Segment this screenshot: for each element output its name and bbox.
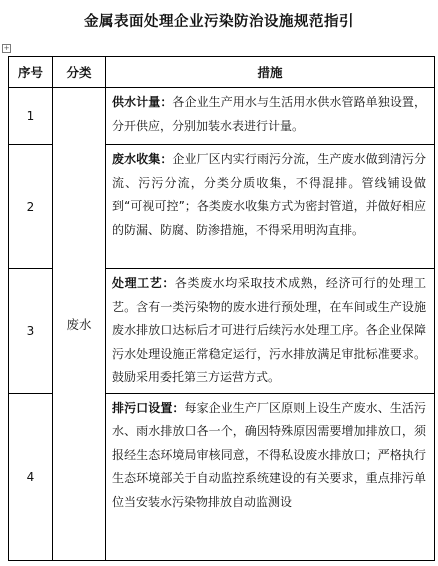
measure-text: 各企业生产用水与生活用水供水管路单独设置，分开供应，分别加装水表进行计量。 xyxy=(112,95,426,133)
table-header-row xyxy=(9,57,435,88)
table-row xyxy=(9,88,435,145)
table-move-handle-icon[interactable]: + xyxy=(3,44,10,52)
measure-heading: 处理工艺： xyxy=(112,276,175,290)
row-number: 2 xyxy=(9,145,53,269)
measure-text: 每家企业生产厂区原则上设生产废水、生活污水、雨水排放口各一个，确因特殊原因需要增加排放口，须报经生态环境局审核同意，不得私设废水排放口；严格执行生态环境部关于自动监控系统建设的有关要求，重点排污单位当安装水污染物排放自动监测设 xyxy=(112,400,426,509)
header-measures: 措施 xyxy=(106,57,435,88)
measure-text: 各类废水均采取技术成熟，经济可行的处理工艺。含有一类污染物的废水进行预处理，在车间或生产设施废水排放口达标后才可进行后续污水处理工序。各企业保障污水处理设施正常稳定运行，污水排放满足审批标准要求。鼓励采用委托第三方运营方式。 xyxy=(112,276,426,384)
category-cell: 废水 xyxy=(53,88,106,561)
row-number: 4 xyxy=(9,393,53,560)
guideline-table xyxy=(8,56,435,561)
row-number: 1 xyxy=(9,88,53,145)
measure-cell xyxy=(106,269,435,394)
measure-heading: 供水计量： xyxy=(112,95,173,109)
measure-text: 企业厂区内实行雨污分流，生产废水做到清污分流、污污分流，分类分质收集，不得混排。管线铺设做到“可视可控”；各类废水收集方式为密封管道，并做好相应的防漏、防腐、防渗措施，不得采用明沟直排。 xyxy=(112,152,426,237)
measure-heading: 排污口设置： xyxy=(112,400,185,415)
header-serial-number: 序号 xyxy=(9,57,53,88)
header-category: 分类 xyxy=(53,57,106,88)
measure-cell xyxy=(106,145,435,269)
measure-cell xyxy=(106,88,435,145)
document-title: 金属表面处理企业污染防治设施规范指引 xyxy=(84,14,354,30)
row-number: 3 xyxy=(9,269,53,394)
measure-heading: 废水收集： xyxy=(112,152,173,166)
measure-cell xyxy=(106,393,435,560)
